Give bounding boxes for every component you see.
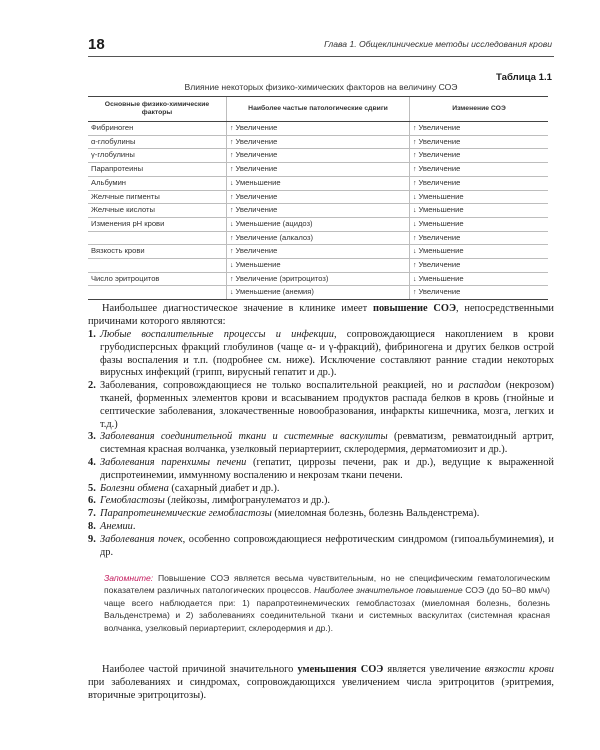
cell-esr (410, 204, 549, 218)
esr-text: Уменьшение (418, 218, 464, 228)
list-term: Парапротеинемические гемобластозы (100, 508, 272, 520)
cell-esr (410, 259, 549, 273)
list-term: распадом (458, 380, 501, 392)
list-text: , особенно сопровождающиеся нефротическим синдромом (гипоальбуминемия), и др. (100, 533, 554, 558)
cell-factor (88, 135, 227, 149)
esr-arrow-icon: ↑ (413, 152, 417, 160)
table-row (88, 231, 548, 245)
cell-esr (410, 245, 549, 259)
table-label: Таблица 1.1 (496, 72, 552, 83)
list-text: (гепатит, циррозы печени, рак и др.), ведущие к выраженной диспротеинемии, иммунному воспалению и некрозам ткани печени. (100, 456, 554, 481)
list-text: . (132, 520, 136, 532)
factor-text: Вязкость крови (91, 246, 145, 256)
shift-text: Увеличение (235, 164, 278, 174)
list-item (88, 329, 554, 380)
cell-factor (88, 231, 227, 245)
cell-factor (88, 272, 227, 286)
shift-arrow-icon: ↑ (230, 275, 234, 283)
list-number: 4. (88, 456, 96, 468)
cell-factor (88, 163, 227, 177)
intro-text-end: , непосредственными причинами которого являются: (88, 303, 554, 327)
list-number: 3. (88, 431, 96, 443)
esr-text: Уменьшение (418, 246, 464, 256)
list-term: Гемобластозы (100, 495, 165, 507)
list-number: 9. (88, 533, 96, 545)
esr-arrow-icon: ↓ (413, 220, 417, 228)
list-text: Заболевания, сопровождающиеся не только воспалительной реакцией, но и (100, 380, 459, 392)
closing-bold-term: уменьшения СОЭ (297, 664, 384, 675)
cell-shift (227, 231, 410, 245)
list-text: (миеломная болезнь, болезнь Вальденстрема). (271, 508, 480, 520)
factor-text: Альбумин (91, 177, 127, 187)
shift-arrow-icon: ↑ (230, 138, 234, 146)
cell-shift (227, 259, 410, 273)
shift-text: Увеличение (235, 191, 278, 201)
cell-esr (410, 286, 549, 300)
list-text: , сопровождающиеся накоплением в крови грубодисперсных фракций глобулинов (чаще α- и γ-фракций), фибриногена и других белков острой фазы воспаления и т.п. (подробнее см. ниже). Исключение составляют ранние стадии некоторых вирусных инфекций (грипп, вирусный гепатит и др.). (100, 329, 554, 379)
cell-factor (88, 204, 227, 218)
cell-factor (88, 122, 227, 136)
table-caption: Влияние некоторых физико-химических факторов на величину СОЭ (184, 82, 458, 92)
note-italic-term: Наиболее значительное повышение (313, 585, 463, 596)
factor-text: α-глобулины (91, 136, 136, 146)
column-header-shift: Наиболее частые патологические сдвиги (227, 97, 410, 122)
table-row (88, 135, 548, 149)
column-header-factor: Основные физико-химические факторы (88, 97, 227, 122)
shift-arrow-icon: ↑ (230, 166, 234, 174)
cell-shift (227, 272, 410, 286)
cell-factor (88, 149, 227, 163)
note-label: Запомните: (104, 573, 154, 583)
table-row (88, 176, 548, 190)
cell-shift (227, 190, 410, 204)
cell-esr (410, 231, 549, 245)
note-text-end: СОЭ (до 50–80 мм/ч) чаще всего наблюдается при: 1) парапротеинемических гемобластозах (миеломная болезнь, болезнь Вальденстрема) и 2) заболеваниях соединительной ткани и системных васкулитах (системная красная волчанка, узелковый периартериит, склеродермия и др.). (104, 585, 550, 633)
list-number: 5. (88, 482, 96, 494)
list-term: Любые воспалительные процессы и инфекции (100, 329, 334, 340)
shift-text: Увеличение (алкалоз) (235, 232, 313, 242)
list-item (88, 380, 554, 431)
esr-arrow-icon: ↑ (413, 179, 417, 187)
table-body (88, 122, 548, 300)
shift-text: Увеличение (235, 246, 278, 256)
shift-arrow-icon: ↑ (230, 193, 234, 201)
page-number: 18 (88, 36, 105, 53)
intro-text: Наибольшее диагностическое значение в клинике имеет (102, 303, 373, 314)
cell-esr (410, 272, 549, 286)
shift-arrow-icon: ↑ (230, 207, 234, 215)
list-text: (лейкозы, лимфогранулематоз и др.). (164, 495, 331, 507)
shift-text: Уменьшение (235, 260, 281, 270)
closing-paragraph (88, 664, 554, 702)
esr-text: Увеличение (418, 287, 461, 297)
esr-text: Увеличение (418, 136, 461, 146)
list-term: Болезни обмена (100, 482, 169, 494)
esr-text: Увеличение (418, 177, 461, 187)
shift-arrow-icon: ↑ (230, 152, 234, 160)
shift-arrow-icon: ↑ (230, 248, 234, 256)
esr-text: Уменьшение (418, 205, 464, 215)
chapter-title: Глава 1. Общеклинические методы исследования крови (324, 39, 552, 49)
list-term: Заболевания паренхимы печени (100, 456, 247, 468)
list-number: 2. (88, 380, 96, 392)
factor-text: Изменения рН крови (91, 218, 165, 228)
esr-text: Уменьшение (418, 191, 464, 201)
closing-text: Наиболее частой причиной значительного (102, 664, 298, 675)
shift-arrow-icon: ↓ (230, 289, 234, 297)
esr-arrow-icon: ↑ (413, 166, 417, 174)
cell-shift (227, 176, 410, 190)
intro-bold-term: повышение СОЭ (372, 303, 457, 314)
table-row (88, 272, 548, 286)
list-number: 6. (88, 495, 96, 507)
closing-text-end: при заболеваниях и синдромах, сопровождающихся увеличением числа эритроцитов (эритремия, вторичные эритроцитозы). (88, 676, 554, 701)
esr-factors-table (88, 96, 548, 300)
note-text: Повышение СОЭ является весьма чувствительным, но не специфическим гематологическим показателем различных патологических процессов. (104, 573, 550, 596)
list-item (88, 508, 554, 521)
shift-text: Уменьшение (235, 177, 281, 187)
table-row (88, 245, 548, 259)
esr-text: Увеличение (418, 232, 461, 242)
table-row (88, 259, 548, 273)
shift-text: Увеличение (эритроцитоз) (235, 273, 329, 283)
esr-arrow-icon: ↓ (413, 248, 417, 256)
shift-arrow-icon: ↓ (230, 262, 234, 270)
cell-esr (410, 122, 549, 136)
factor-text: Желчные кислоты (91, 205, 155, 215)
table-row (88, 163, 548, 177)
cell-shift (227, 245, 410, 259)
list-item (88, 431, 554, 457)
shift-text: Увеличение (235, 123, 278, 132)
closing-italic-term: вязкости крови (484, 664, 554, 675)
esr-arrow-icon: ↓ (413, 207, 417, 215)
cell-esr (410, 176, 549, 190)
list-item (88, 495, 554, 508)
list-term: Анемии (100, 520, 133, 532)
cell-shift (227, 122, 410, 136)
list-text: (некрозом) тканей, форменных элементов крови и всасыванием продуктов распада белков в кровь (гнойные и септические заболевания, злокачественные новообразования, инфаркты кишечника, мозга, легких и т.д.) (100, 380, 554, 430)
list-text: (ревматизм, ревматоидный артрит, системная красная волчанка, узелковый периартериит, склеродермия, дерматомиозит и др.). (100, 431, 555, 456)
causes-list (88, 329, 554, 559)
esr-arrow-icon: ↑ (413, 125, 417, 132)
esr-arrow-icon: ↑ (413, 289, 417, 297)
cell-esr (410, 135, 549, 149)
factor-text: Число эритроцитов (91, 273, 160, 283)
table-header-row (88, 97, 548, 122)
table-row (88, 149, 548, 163)
esr-arrow-icon: ↑ (413, 234, 417, 242)
factor-text: Парапротеины (91, 164, 144, 174)
cell-factor (88, 176, 227, 190)
list-item (88, 457, 554, 483)
cell-esr (410, 163, 549, 177)
running-header (88, 36, 554, 57)
intro-paragraph (88, 303, 554, 329)
cell-factor (88, 286, 227, 300)
esr-text: Увеличение (418, 123, 461, 132)
esr-text: Увеличение (418, 150, 461, 160)
cell-factor (88, 259, 227, 273)
list-number: 1. (88, 329, 96, 340)
shift-arrow-icon: ↑ (230, 234, 234, 242)
list-item (88, 483, 554, 496)
cell-esr (410, 190, 549, 204)
list-item (88, 521, 554, 534)
closing-text: является увеличение (383, 664, 485, 675)
shift-text: Увеличение (235, 205, 278, 215)
esr-arrow-icon: ↓ (413, 193, 417, 201)
list-term: Заболевания соединительной ткани и системные васкулиты (100, 431, 388, 443)
shift-text: Уменьшение (ацидоз) (235, 218, 313, 228)
table-row (88, 286, 548, 300)
table-row (88, 190, 548, 204)
cell-shift (227, 286, 410, 300)
list-item (88, 534, 554, 560)
cell-factor (88, 190, 227, 204)
esr-arrow-icon: ↑ (413, 138, 417, 146)
factor-text: γ-глобулины (91, 150, 135, 160)
table-row (88, 122, 548, 136)
table-row (88, 204, 548, 218)
cell-shift (227, 217, 410, 231)
shift-arrow-icon: ↑ (230, 125, 234, 132)
list-number: 7. (88, 508, 96, 520)
list-text: (сахарный диабет и др.). (168, 482, 280, 494)
list-term: Заболевания почек (100, 533, 183, 545)
cell-esr (410, 149, 549, 163)
shift-arrow-icon: ↓ (230, 220, 234, 228)
shift-text: Увеличение (235, 150, 278, 160)
remember-note (104, 572, 550, 634)
factor-text: Фибриноген (91, 123, 134, 132)
esr-text: Увеличение (418, 260, 461, 270)
esr-text: Увеличение (418, 164, 461, 174)
cell-shift (227, 135, 410, 149)
cell-factor (88, 217, 227, 231)
cell-factor (88, 245, 227, 259)
cell-shift (227, 163, 410, 177)
esr-text: Уменьшение (418, 273, 464, 283)
shift-text: Увеличение (235, 136, 278, 146)
cell-shift (227, 204, 410, 218)
list-number: 8. (88, 520, 96, 532)
factor-text: Желчные пигменты (91, 191, 160, 201)
cell-esr (410, 217, 549, 231)
column-header-esr: Изменение СОЭ (410, 97, 549, 122)
esr-arrow-icon: ↓ (413, 275, 417, 283)
shift-text: Уменьшение (анемия) (235, 287, 314, 297)
table-row (88, 217, 548, 231)
cell-shift (227, 149, 410, 163)
esr-arrow-icon: ↑ (413, 262, 417, 270)
shift-arrow-icon: ↓ (230, 179, 234, 187)
